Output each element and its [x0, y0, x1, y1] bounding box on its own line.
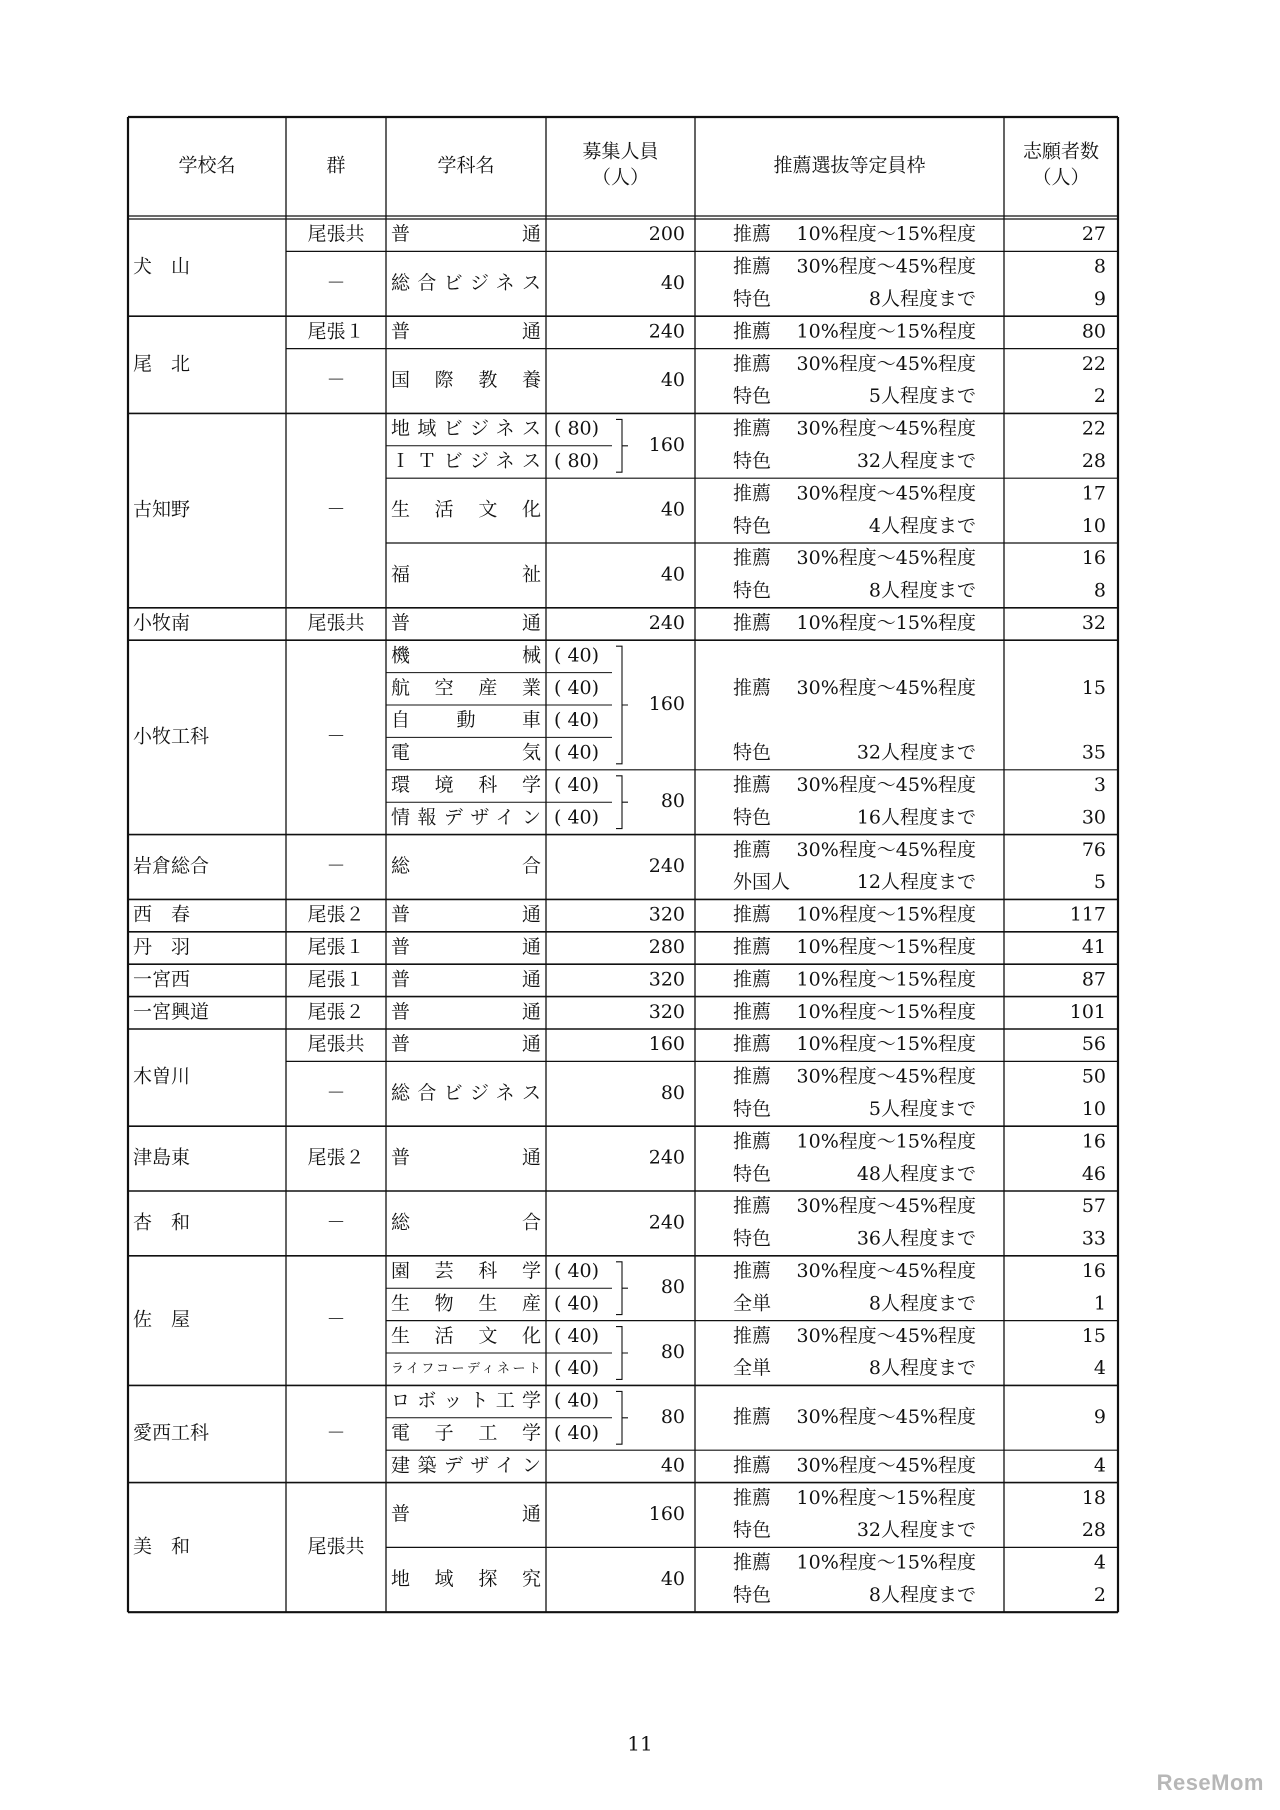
applicant-count: 57 [1081, 1195, 1106, 1218]
applicant-count: 32 [1081, 612, 1106, 634]
dept-name: 普 通 [391, 1000, 541, 1023]
school-name: 丹 羽 [133, 936, 191, 958]
dept-name: ＩＴビジネス [391, 450, 541, 472]
applicant-count: 4 [1093, 1551, 1106, 1574]
header-quota: 推薦選抜等定員枠 [773, 154, 926, 177]
sub-capacity: ( 40) [554, 709, 600, 732]
capacity-value: 160 [648, 433, 685, 456]
quota-type: 推薦 [733, 320, 772, 343]
dept-name: 生 活 文 化 [391, 498, 541, 521]
dept-name: 航 空 産 業 [391, 676, 541, 699]
quota-type: 特色 [733, 1227, 772, 1250]
quota-type: 特色 [733, 741, 772, 764]
dept-name: 園 芸 科 学 [391, 1260, 541, 1282]
sub-capacity: ( 40) [554, 741, 600, 764]
applicant-count: 10 [1081, 1098, 1106, 1120]
applicant-count: 33 [1081, 1227, 1106, 1250]
quota-value: 30%程度～45%程度 [796, 676, 976, 699]
quota-type: 特色 [733, 1519, 772, 1542]
group-label: 尾張共 [307, 223, 365, 246]
quota-type: 特色 [733, 1162, 772, 1185]
quota-type: 全単 [733, 1292, 772, 1315]
dept-name: 自 動 車 [391, 709, 541, 732]
quota-value: 32人程度まで [856, 741, 976, 764]
capacity-value: 40 [660, 498, 685, 521]
dept-name: 総合ビジネス [391, 271, 541, 294]
quota-value: 4人程度まで [868, 514, 976, 537]
dept-name: 総合ビジネス [391, 1081, 541, 1104]
quota-value: 8人程度まで [868, 1357, 976, 1380]
dept-name: 情報デザイン [391, 806, 541, 829]
header-dept: 学科名 [437, 154, 495, 177]
capacity-value: 40 [660, 1454, 685, 1477]
applicant-count: 8 [1093, 255, 1106, 278]
dept-name: 普 通 [391, 320, 541, 343]
quota-type: 推薦 [733, 936, 772, 958]
quota-type: 推薦 [733, 352, 772, 375]
school-name: 木曽川 [133, 1065, 191, 1088]
capacity-value: 240 [648, 612, 685, 634]
sub-capacity: ( 40) [554, 1422, 600, 1444]
applicant-count: 15 [1081, 1324, 1106, 1347]
quota-type: 推薦 [733, 774, 772, 796]
quota-value: 30%程度～45%程度 [796, 838, 976, 861]
quota-value: 30%程度～45%程度 [796, 1324, 976, 1347]
dept-name: 生 物 生 産 [391, 1292, 541, 1315]
quota-value: 30%程度～45%程度 [796, 255, 976, 278]
bracket [616, 1391, 628, 1444]
dept-name: 総 合 [391, 855, 541, 877]
applicant-count: 56 [1081, 1033, 1106, 1056]
bracket [616, 1327, 628, 1380]
quota-value: 30%程度～45%程度 [796, 1195, 976, 1218]
sub-capacity: ( 40) [554, 806, 600, 829]
quota-value: 30%程度～45%程度 [796, 1454, 976, 1477]
header-capacity: 募集人員 [582, 140, 659, 163]
applicant-count: 3 [1093, 774, 1106, 796]
quota-type: 特色 [733, 514, 772, 537]
quota-type: 推薦 [733, 1486, 772, 1509]
quota-type: 推薦 [733, 1405, 772, 1428]
school-name: 西 春 [133, 903, 191, 926]
header-capacity-unit: （人） [591, 166, 650, 189]
dept-name: 地域ビジネス [391, 417, 541, 440]
quota-value: 30%程度～45%程度 [796, 1260, 976, 1282]
header-school: 学校名 [178, 154, 236, 177]
page-number: 11 [627, 1731, 653, 1756]
quota-type: 推薦 [733, 838, 772, 861]
dept-name: 普 通 [391, 968, 541, 991]
sub-capacity: ( 40) [554, 1292, 600, 1315]
quota-value: 10%程度～15%程度 [796, 903, 976, 926]
group-label: 尾張１ [307, 936, 365, 958]
dept-name: 建築デザイン [391, 1454, 541, 1477]
group-label: 尾張共 [307, 1535, 365, 1558]
capacity-value: 40 [660, 1567, 685, 1590]
group-label: － [326, 369, 346, 391]
applicant-count: 16 [1081, 1260, 1106, 1282]
quota-type: 推薦 [733, 1033, 772, 1056]
sub-capacity: ( 40) [554, 644, 600, 667]
dept-name: 普 通 [391, 1146, 541, 1169]
sub-capacity: ( 40) [554, 774, 600, 796]
group-label: － [326, 1308, 346, 1331]
capacity-value: 240 [648, 1211, 685, 1234]
quota-value: 30%程度～45%程度 [796, 417, 976, 440]
sub-capacity: ( 40) [554, 1389, 600, 1412]
group-label: － [326, 498, 346, 521]
quota-type: 推薦 [733, 1130, 772, 1153]
school-name: 小牧工科 [133, 725, 210, 748]
quota-value: 10%程度～15%程度 [796, 1551, 976, 1574]
quota-value: 10%程度～15%程度 [796, 1130, 976, 1153]
applicant-count: 8 [1093, 579, 1106, 602]
capacity-value: 40 [660, 563, 685, 586]
group-label: － [326, 1211, 346, 1234]
applicant-count: 1 [1093, 1292, 1106, 1315]
quota-value: 30%程度～45%程度 [796, 1405, 976, 1428]
group-label: 尾張共 [307, 1033, 365, 1056]
applicant-count: 28 [1081, 450, 1106, 472]
capacity-value: 200 [648, 223, 685, 246]
group-label: 尾張２ [307, 1000, 365, 1023]
quota-type: 推薦 [733, 1260, 772, 1282]
capacity-value: 80 [660, 790, 685, 813]
school-name: 岩倉総合 [133, 855, 210, 877]
quota-value: 12人程度まで [856, 871, 976, 894]
bracket [616, 419, 628, 472]
quota-value: 10%程度～15%程度 [796, 968, 976, 991]
quota-value: 10%程度～15%程度 [796, 223, 976, 246]
quota-value: 8人程度まで [868, 579, 976, 602]
school-name: 尾 北 [133, 352, 191, 375]
quota-type: 推薦 [733, 1551, 772, 1574]
quota-type: 特色 [733, 288, 772, 310]
sub-capacity: ( 40) [554, 1324, 600, 1347]
quota-type: 特色 [733, 385, 772, 408]
sub-capacity: ( 40) [554, 1357, 600, 1380]
dept-name: 普 通 [391, 612, 541, 634]
applicant-count: 16 [1081, 1130, 1106, 1153]
applicant-count: 17 [1081, 482, 1106, 505]
quota-value: 8人程度まで [868, 1584, 976, 1606]
quota-type: 推薦 [733, 255, 772, 278]
applicant-count: 10 [1081, 514, 1106, 537]
quota-type: 推薦 [733, 482, 772, 505]
dept-name: 普 通 [391, 936, 541, 958]
dept-name: 電 子 工 学 [391, 1422, 541, 1444]
quota-value: 32人程度まで [856, 1519, 976, 1542]
quota-type: 外国人 [733, 871, 791, 894]
capacity-value: 80 [660, 1341, 685, 1363]
quota-type: 推薦 [733, 1195, 772, 1218]
dept-name: 普 通 [391, 223, 541, 246]
capacity-value: 320 [648, 1000, 685, 1023]
quota-value: 8人程度まで [868, 288, 976, 310]
applicant-count: 101 [1069, 1000, 1106, 1023]
school-name: 小牧南 [133, 612, 191, 634]
capacity-value: 240 [648, 1146, 685, 1169]
applicant-count: 4 [1093, 1454, 1106, 1477]
dept-name: 環 境 科 学 [391, 774, 541, 796]
quota-value: 30%程度～45%程度 [796, 547, 976, 570]
group-label: － [326, 1422, 346, 1444]
quota-value: 30%程度～45%程度 [796, 774, 976, 796]
applicant-count: 22 [1081, 352, 1106, 375]
quota-type: 推薦 [733, 1324, 772, 1347]
school-name: 一宮興道 [133, 1000, 210, 1023]
dept-name: 国 際 教 養 [391, 369, 541, 391]
school-name: 美 和 [133, 1535, 191, 1558]
applicant-count: 5 [1093, 871, 1106, 894]
capacity-value: 320 [648, 903, 685, 926]
group-label: 尾張２ [307, 903, 365, 926]
quota-type: 推薦 [733, 612, 772, 634]
quota-type: 特色 [733, 1584, 772, 1606]
capacity-value: 160 [648, 1503, 685, 1525]
dept-name: 電 気 [391, 741, 541, 764]
header-group: 群 [326, 154, 346, 177]
quota-type: 推薦 [733, 223, 772, 246]
capacity-value: 40 [660, 369, 685, 391]
bracket [616, 1262, 628, 1315]
quota-type: 特色 [733, 450, 772, 472]
applicant-count: 28 [1081, 1519, 1106, 1542]
applicant-count: 41 [1081, 936, 1106, 958]
school-name: 杏 和 [133, 1211, 191, 1234]
group-label: 尾張１ [307, 968, 365, 991]
group-label: － [326, 271, 346, 294]
applicant-count: 50 [1081, 1065, 1106, 1088]
dept-name: 普 通 [391, 1033, 541, 1056]
quota-type: 特色 [733, 1098, 772, 1120]
quota-value: 30%程度～45%程度 [796, 352, 976, 375]
dept-name: ロボット工学 [391, 1389, 541, 1412]
applicant-count: 30 [1081, 806, 1106, 829]
dept-name: 総 合 [391, 1211, 541, 1234]
sub-capacity: ( 80) [554, 450, 600, 472]
quota-type: 特色 [733, 806, 772, 829]
school-name: 愛西工科 [133, 1422, 210, 1444]
school-name: 津島東 [133, 1146, 191, 1169]
capacity-value: 240 [648, 855, 685, 877]
capacity-value: 40 [660, 271, 685, 294]
capacity-value: 160 [648, 1033, 685, 1056]
applicant-count: 4 [1093, 1357, 1106, 1380]
quota-value: 10%程度～15%程度 [796, 612, 976, 634]
quota-value: 8人程度まで [868, 1292, 976, 1315]
sub-capacity: ( 40) [554, 1260, 600, 1282]
applicant-count: 18 [1081, 1486, 1106, 1509]
quota-type: 全単 [733, 1357, 772, 1380]
quota-type: 推薦 [733, 968, 772, 991]
sub-capacity: ( 80) [554, 417, 600, 440]
group-label: － [326, 855, 346, 877]
quota-value: 5人程度まで [868, 1098, 976, 1120]
applicant-count: 27 [1081, 223, 1106, 246]
quota-value: 36人程度まで [856, 1227, 976, 1250]
capacity-value: 80 [660, 1276, 685, 1299]
quota-type: 推薦 [733, 1000, 772, 1023]
capacity-value: 240 [648, 320, 685, 343]
watermark: ReseMom [1156, 1770, 1264, 1795]
school-name: 佐 屋 [133, 1308, 191, 1331]
quota-type: 推薦 [733, 547, 772, 570]
quota-value: 10%程度～15%程度 [796, 1000, 976, 1023]
applicant-count: 76 [1081, 838, 1106, 861]
applicant-count: 9 [1093, 288, 1106, 310]
applicant-count: 9 [1093, 1405, 1106, 1428]
quota-value: 16人程度まで [856, 806, 976, 829]
sub-capacity: ( 40) [554, 676, 600, 699]
capacity-value: 320 [648, 968, 685, 991]
applicant-count: 35 [1081, 741, 1106, 764]
quota-value: 5人程度まで [868, 385, 976, 408]
header-applicants-unit: （人） [1032, 166, 1090, 189]
group-label: 尾張１ [307, 320, 365, 343]
group-label: 尾張共 [307, 612, 365, 634]
dept-name: 福 祉 [391, 563, 541, 586]
quota-value: 10%程度～15%程度 [796, 1486, 976, 1509]
group-label: 尾張２ [307, 1146, 365, 1169]
applicant-count: 22 [1081, 417, 1106, 440]
applicant-count: 80 [1081, 320, 1106, 343]
applicant-count: 16 [1081, 547, 1106, 570]
dept-name: 生 活 文 化 [391, 1324, 541, 1347]
applicant-count: 46 [1081, 1162, 1106, 1185]
bracket [616, 776, 628, 829]
quota-value: 30%程度～45%程度 [796, 1065, 976, 1088]
capacity-value: 80 [660, 1081, 685, 1104]
group-label: － [326, 1081, 346, 1104]
quota-type: 推薦 [733, 676, 772, 699]
quota-type: 推薦 [733, 1065, 772, 1088]
applicant-count: 15 [1081, 676, 1106, 699]
school-name: 犬 山 [133, 255, 191, 278]
applicant-count: 2 [1093, 1584, 1106, 1606]
quota-value: 32人程度まで [856, 450, 976, 472]
quota-type: 推薦 [733, 417, 772, 440]
applicant-count: 117 [1069, 903, 1106, 926]
dept-name: 普 通 [391, 903, 541, 926]
quota-value: 48人程度まで [856, 1162, 976, 1185]
capacity-value: 280 [648, 936, 685, 958]
bracket [616, 646, 628, 764]
applicant-count: 2 [1093, 385, 1106, 408]
capacity-value: 80 [660, 1405, 685, 1428]
quota-value: 10%程度～15%程度 [796, 320, 976, 343]
dept-name: 機 械 [391, 644, 541, 667]
quota-value: 10%程度～15%程度 [796, 1033, 976, 1056]
quota-value: 10%程度～15%程度 [796, 936, 976, 958]
quota-type: 特色 [733, 579, 772, 602]
dept-name: 地 域 探 究 [391, 1567, 541, 1590]
school-name: 古知野 [133, 498, 191, 521]
dept-name: 普 通 [391, 1503, 541, 1525]
group-label: － [326, 725, 346, 748]
school-name: 一宮西 [133, 968, 191, 991]
header-applicants: 志願者数 [1022, 140, 1100, 163]
quota-type: 推薦 [733, 903, 772, 926]
quota-value: 30%程度～45%程度 [796, 482, 976, 505]
capacity-value: 160 [648, 693, 685, 715]
applicant-count: 87 [1081, 968, 1106, 991]
dept-name: ライフコーディネート [391, 1361, 541, 1377]
quota-type: 推薦 [733, 1454, 772, 1477]
